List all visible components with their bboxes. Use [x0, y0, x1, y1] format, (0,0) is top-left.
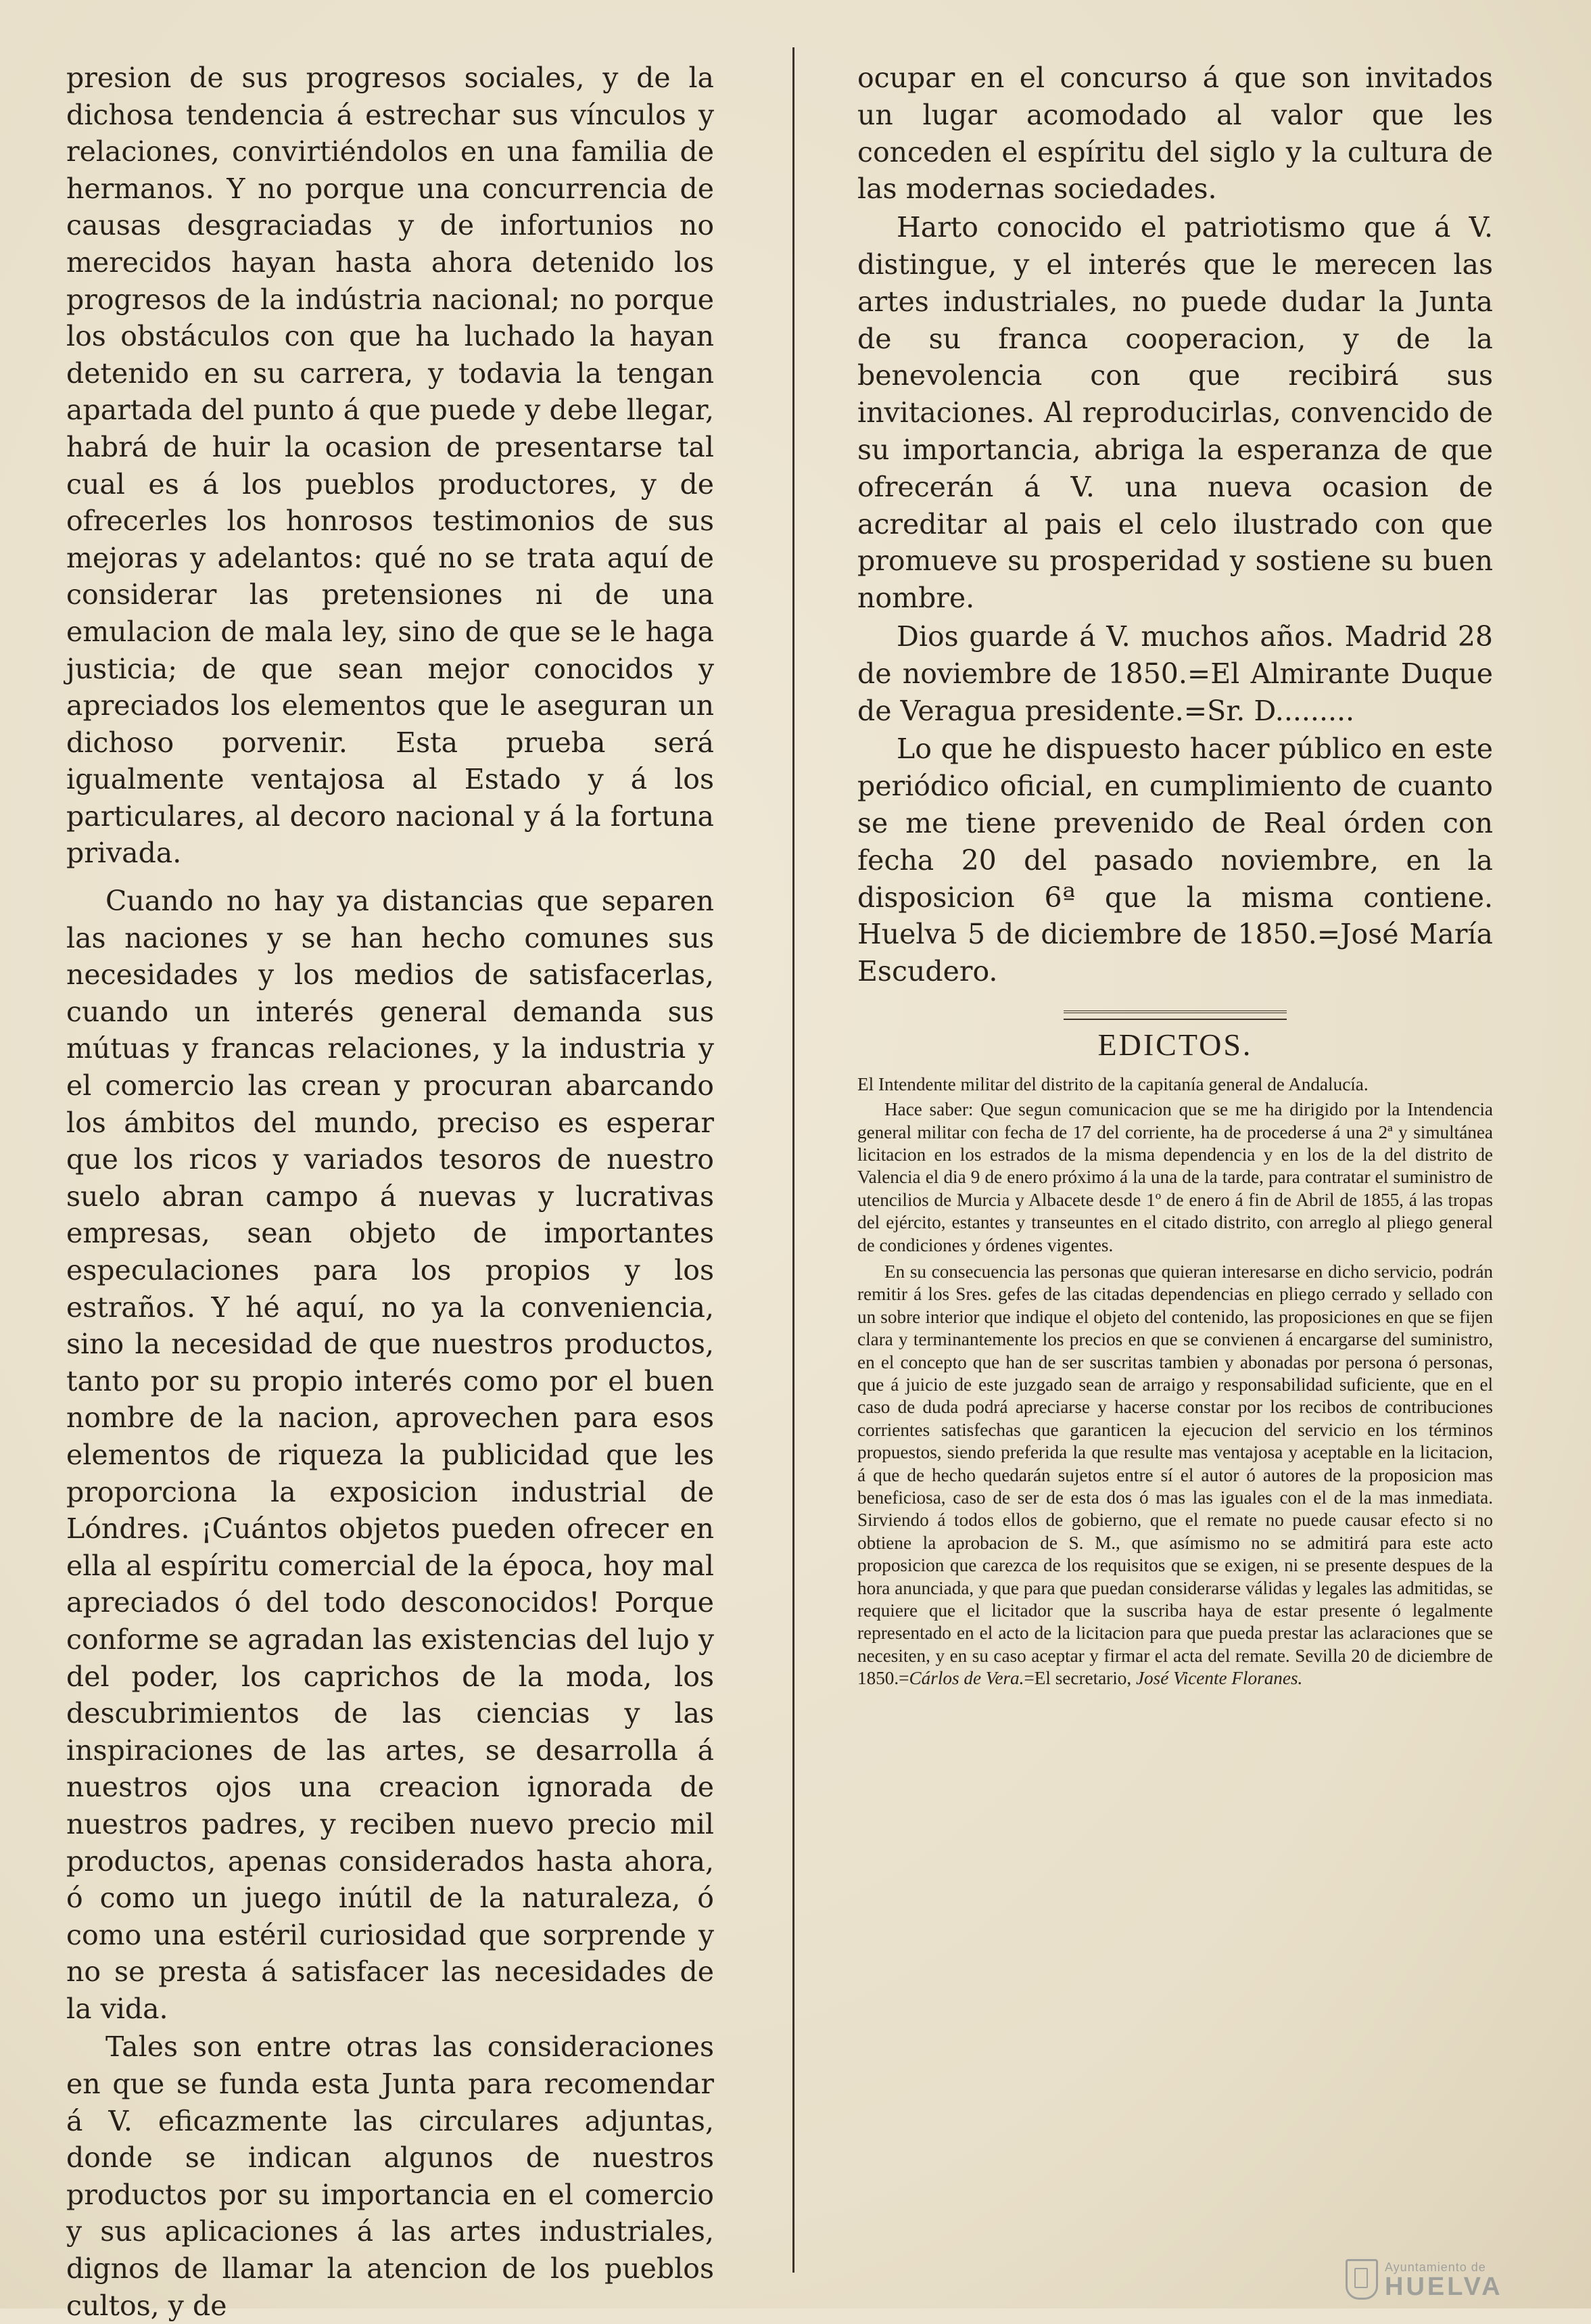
left-paragraph-2: Cuando no hay ya distancias que separen las naciones y se han hecho comunes sus necesidades y los medios de satisfacerlas, cuando un interés general demanda sus mútuas y francas relaciones, y la industria y el comercio las crean y procuran abarcando los ámbitos del mundo, preciso es esperar que los ricos y variados tesoros de nuestro suelo abran campo á nuevas y lucrativas empresas, sean objeto de importantes especulaciones para los propios y los estraños. Y hé aquí, no ya la conveniencia, sino la necesidad de que nuestros productos, tanto por su propio interés como por el buen nombre de la nacion, aprovechen para esos elementos de riqueza la publicidad que les proporciona la exposicion industrial de Lóndres. ¡Cuántos objetos pueden ofrecer en ella al espíritu comercial de la época, hoy mal apreciados ó del todo desconocidos! Porque conforme se agradan las existencias del lujo y del poder, los caprichos de la moda, los descubrimientos de las ciencias y las inspiraciones de las artes, se desarrolla á nuestros ojos una creacion ignorada de nuestros padres, y reciben nuevo precio mil productos, apenas considerados hasta ahora, ó como un juego inútil de la naturaleza, ó como una estéril curiosidad que sorprende y no se presta á satisfacer las necesidades de la vida.	[66, 885, 714, 2025]
archive-watermark	[1346, 2258, 1575, 2301]
coat-of-arms-icon	[1346, 2259, 1378, 2300]
section-title: EDICTOS.	[1097, 1027, 1253, 1062]
column-divider	[792, 47, 794, 2273]
edicto-block	[857, 1073, 1493, 1690]
right-upper-text	[857, 60, 1493, 990]
edicto-paragraph-1: Hace saber: Que segun comunicacion que se me ha dirigido por la Intendencia general militar con fecha de 17 del corriente, ha de procederse á una 2ª y simultánea licitacion en los estrados de la misma dependencia y en los de la del distrito de Valencia el dia 9 de enero próximo á la una de la tarde, para contratar el suministro de utencilios de Murcia y Albacete desde 1º de enero á fin de Abril de 1855, á las tropas del ejército, estantes y transeuntes en el citado distrito, con arreglo al pliego general de condiciones y órdenes vigentes.	[857, 1099, 1493, 1255]
right-paragraph-2: Harto conocido el patriotismo que á V. distingue, y el interés que le merecen las artes industriales, no puede dudar la Junta de su franca cooperacion, y de la benevolencia con que recibirá sus invitaciones. Al reproducirlas, convencido de su importancia, abriga la esperanza de que ofrecerán á V. una nueva ocasion de acreditar al pais el celo ilustrado con que promueve su prosperidad y sostiene su buen nombre.	[857, 211, 1493, 615]
edicto-heading: El Intendente militar del distrito de la capitanía general de Andalucía.	[857, 1073, 1369, 1094]
watermark-text	[1385, 2260, 1503, 2299]
right-paragraph-1: ocupar en el concurso á que son invitados un lugar acomodado al valor que les conceden el espíritu del siglo y la cultura de las modernas sociedades.	[857, 62, 1493, 206]
edicto-signature-2: José Vicente Floranes.	[1135, 1668, 1303, 1689]
section-separator	[1064, 1010, 1287, 1020]
left-column	[66, 60, 714, 2324]
watermark-line-2: HUELVA	[1385, 2272, 1503, 2301]
left-paragraph-3: Tales son entre otras las consideraciones en que se funda esta Junta para recomendar á V. eficazmente las circulares adjuntas, donde se indican algunos de nuestros productos por su importancia en el comercio y sus aplicaciones á las artes industriales, dignos de llamar la atencion de los pueblos cultos, y de	[66, 2030, 714, 2322]
right-paragraph-4: Lo que he dispuesto hacer público en este periódico oficial, en cumplimiento de cuanto se me tiene prevenido de Real órden con fecha 20 del pasado noviembre, en la disposicion 6ª que la misma contiene. Huelva 5 de diciembre de 1850.=José María Escudero.	[857, 733, 1493, 988]
edicto-paragraph-2	[857, 1261, 1493, 1690]
right-paragraph-3: Dios guarde á V. muchos años. Madrid 28 de noviembre de 1850.=El Almirante Duque de Veragua presidente.=Sr. D.........	[857, 620, 1493, 727]
edicto-signature-1: Cárlos de Vera.	[909, 1668, 1024, 1689]
edicto-secretary-prefix: =El secretario,	[1024, 1668, 1136, 1689]
left-paragraph-1: presion de sus progresos sociales, y de la dichosa tendencia á estrechar sus vínculos y relaciones, convirtiéndolos en una familia de hermanos. Y no porque una concurrencia de causas desgraciadas y de infortunios no merecidos hayan hasta ahora detenido los progresos de la indústria nacional; no porque los obstáculos con que ha luchado la hayan detenido en su carrera, y todavia la tengan apartada del punto á que puede y debe llegar, habrá de huir la ocasion de presentarse tal cual es á los pueblos productores, y de ofrecerles los honrosos testimonios de sus mejoras y adelantos: qué no se trata aquí de considerar las pretensiones ni de una emulacion de mala ley, sino de que se le haga justicia; de que sean mejor conocidos y apreciados los elementos que le aseguran un dichoso porvenir. Esta prueba será igualmente ventajosa al Estado y á los particulares, al decoro nacional y á la fortuna privada.	[66, 62, 714, 870]
edicto-paragraph-2-text: En su consecuencia las personas que quieran interesarse en dicho servicio, podrán remitir á los Sres. gefes de las citadas dependencias en pliego cerrado y sellado con un sobre interior que indique el objeto del contenido, las proposiciones en que se fijen clara y terminantemente los precios en que se convienen á encargarse del suministro, en el concepto que han de ser suscritas tambien y abonadas por persona ó personas, que á juicio de este juzgado sean de arraigo y responsabilidad suficiente, que en el caso de duda podrá apreciarse y hacerse constar por los recibos de contribuciones corrientes satisfechas que garanticen la ejecucion del servicio en los términos propuestos, siendo preferida la que resulte mas ventajosa y aceptable en la licitacion, á que de hecho quedarán sujetos entre sí el autor ó autores de la proposicion mas beneficiosa, caso de ser de esta dos ó mas las iguales con el de la mas inmediata. Sirviendo á todos ellos de gobierno, que el remate no puede causar efecto si no obtiene la aprobacion de S. M., que asímismo no se admitirá para este acto proposicion que carezca de los requisitos que se exigen, ni se presente despues de la hora anunciada, y que para que puedan considerarse válidas y legales las admitidas, se requiere que el licitador que la suscriba haya de estar presente ó legalmente representado en el acto de la licitacion para que pueda prestar las aclaraciones que se necesiten, y en su caso aceptar y firmar el acta del remate. Sevilla 20 de diciembre de 1850.=	[857, 1261, 1493, 1689]
watermark-line-1: Ayuntamiento de	[1385, 2260, 1486, 2274]
right-column	[857, 60, 1493, 1690]
